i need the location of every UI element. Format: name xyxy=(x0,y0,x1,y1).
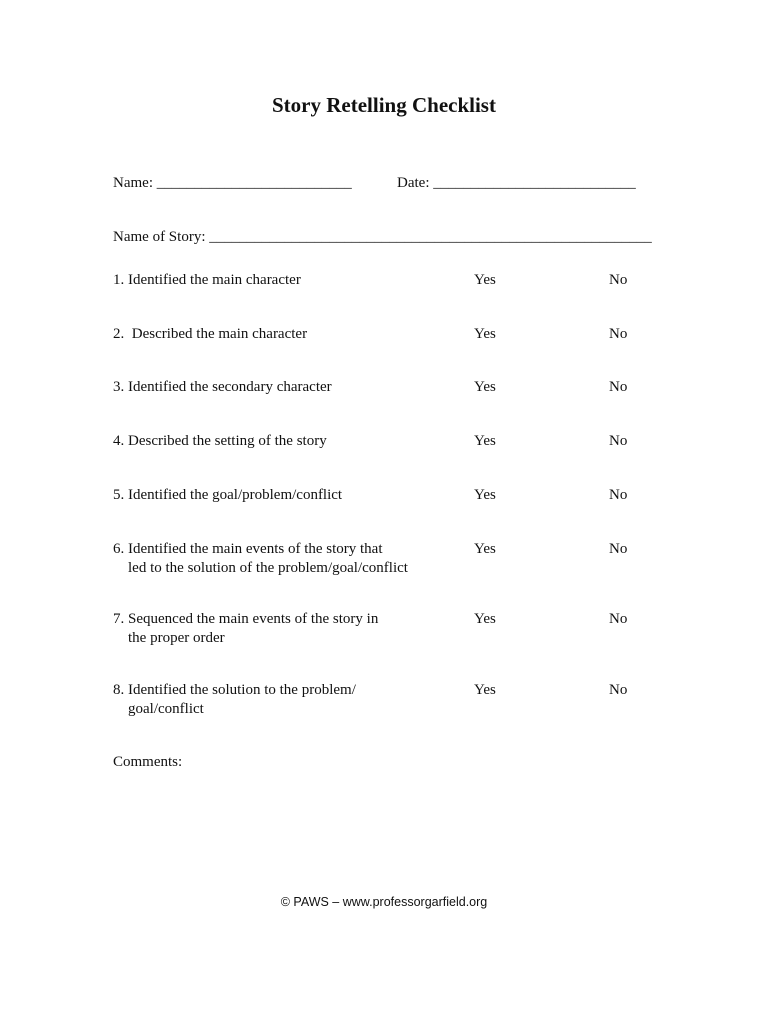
yes-option-2: Yes xyxy=(474,326,496,342)
item-text-continued: goal/conflict xyxy=(128,701,204,717)
no-option-5: No xyxy=(609,487,628,503)
no-option-6: No xyxy=(609,541,628,557)
item-text: 6. Identified the main events of the story that xyxy=(113,541,383,557)
checklist-item-1 xyxy=(113,271,453,290)
checklist-item-6 xyxy=(113,540,433,578)
item-text: 1. Identified the main character xyxy=(113,272,301,288)
item-text: 8. Identified the solution to the problem/ xyxy=(113,682,356,698)
date-field: Date: ___________________________ xyxy=(397,175,636,191)
checklist-item-7 xyxy=(113,610,453,648)
item-text-continued: led to the solution of the problem/goal/conflict xyxy=(128,560,408,576)
no-option-1: No xyxy=(609,272,628,288)
copyright-footer: © PAWS – www.professorgarfield.org xyxy=(280,895,488,909)
yes-option-6: Yes xyxy=(474,541,496,557)
yes-option-3: Yes xyxy=(474,379,496,395)
item-text: 2. Described the main character xyxy=(113,326,308,342)
no-option-3: No xyxy=(609,379,628,395)
item-text: 4. Described the setting of the story xyxy=(113,433,327,449)
no-option-7: No xyxy=(609,611,628,627)
no-option-2: No xyxy=(609,326,628,342)
yes-option-7: Yes xyxy=(474,611,496,627)
no-option-8: No xyxy=(609,682,628,698)
item-text-continued: the proper order xyxy=(128,630,225,646)
checklist-item-4 xyxy=(113,432,453,451)
comments-label: Comments: xyxy=(113,754,183,770)
checklist-item-2 xyxy=(113,325,453,344)
checklist-item-3 xyxy=(113,378,453,397)
checklist-item-5 xyxy=(113,486,453,505)
name-field: Name: __________________________ xyxy=(113,175,352,191)
checklist-item-8 xyxy=(113,681,453,719)
yes-option-4: Yes xyxy=(474,433,496,449)
no-option-4: No xyxy=(609,433,628,449)
yes-option-8: Yes xyxy=(474,682,496,698)
page-title: Story Retelling Checklist xyxy=(272,93,496,117)
yes-option-1: Yes xyxy=(474,272,496,288)
item-text: 5. Identified the goal/problem/conflict xyxy=(113,487,343,503)
story-name-field: Name of Story: ___________________________________________________________ xyxy=(113,229,652,245)
item-text: 3. Identified the secondary character xyxy=(113,379,332,395)
item-text: 7. Sequenced the main events of the story in xyxy=(113,611,379,627)
yes-option-5: Yes xyxy=(474,487,496,503)
